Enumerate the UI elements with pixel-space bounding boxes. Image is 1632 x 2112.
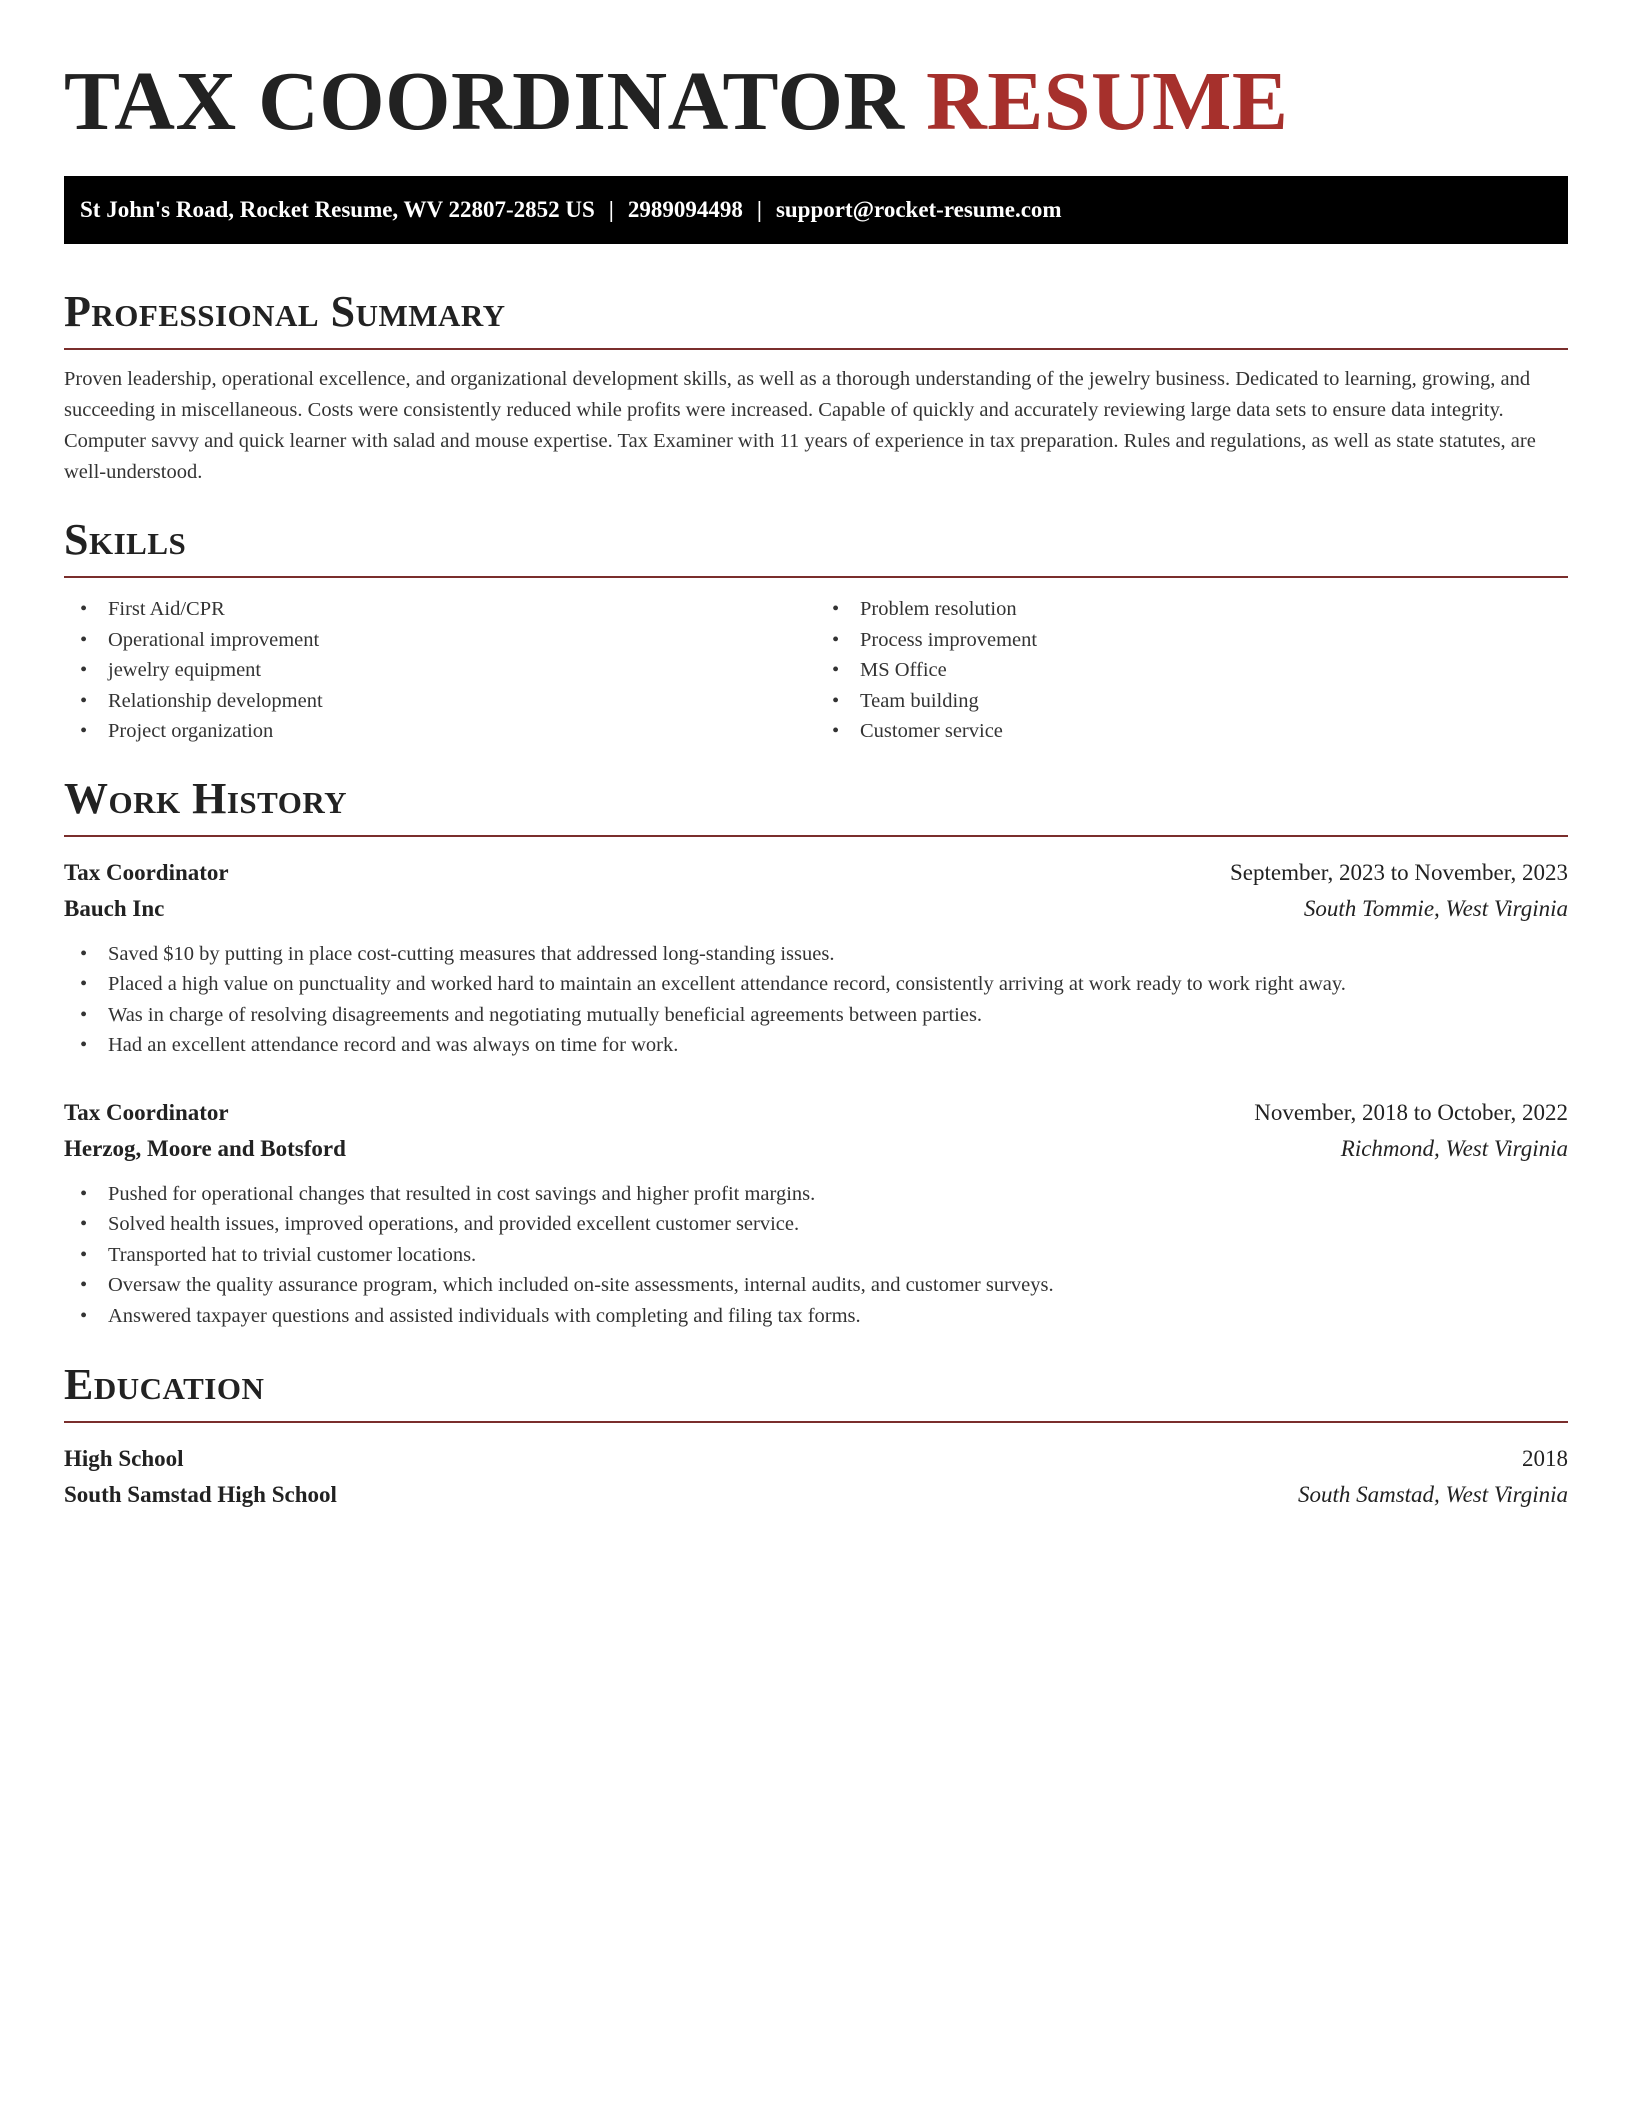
contact-separator: | bbox=[608, 197, 614, 222]
skill-item: • Process improvement bbox=[832, 625, 1568, 656]
skills-column-left bbox=[64, 594, 816, 747]
job-title-row bbox=[64, 1095, 1568, 1131]
resume-page bbox=[64, 0, 1568, 1513]
contact-phone: 2989094498 bbox=[627, 197, 743, 222]
education-year: 2018 bbox=[1522, 1446, 1568, 1471]
contact-bar bbox=[64, 176, 1568, 244]
resume-title bbox=[64, 0, 1568, 152]
job-company: Herzog, Moore and Botsford bbox=[64, 1135, 346, 1161]
skills-grid bbox=[64, 594, 1568, 747]
job-entry bbox=[64, 855, 1568, 1061]
section-heading-work: Work History bbox=[64, 773, 348, 823]
education-school: South Samstad High School bbox=[64, 1482, 337, 1507]
education-entry bbox=[64, 1441, 1568, 1513]
job-company-row bbox=[64, 1131, 1568, 1167]
education-location: South Samstad, West Virginia bbox=[1297, 1482, 1568, 1507]
job-bullet: • Solved health issues, improved operations, and provided excellent customer service. bbox=[80, 1209, 1568, 1240]
education-school-row bbox=[64, 1477, 1568, 1513]
skill-item: • Relationship development bbox=[80, 686, 816, 717]
skill-item: • Team building bbox=[832, 686, 1568, 717]
job-dates: September, 2023 to November, 2023 bbox=[1230, 859, 1568, 885]
skills-section bbox=[64, 514, 1568, 747]
work-history-section bbox=[64, 773, 1568, 1332]
job-company-row bbox=[64, 891, 1568, 927]
skill-item: • MS Office bbox=[832, 655, 1568, 686]
job-bullets bbox=[64, 1179, 1568, 1332]
job-title: Tax Coordinator bbox=[64, 1099, 229, 1125]
skill-item: • Operational improvement bbox=[80, 625, 816, 656]
skill-item: • jewelry equipment bbox=[80, 655, 816, 686]
title-accent: RESUME bbox=[926, 55, 1289, 148]
job-bullet: • Answered taxpayer questions and assisted individuals with completing and filing tax forms. bbox=[80, 1301, 1568, 1332]
section-divider bbox=[64, 1421, 1568, 1423]
job-bullet: • Pushed for operational changes that resulted in cost savings and higher profit margins. bbox=[80, 1179, 1568, 1210]
education-degree: High School bbox=[64, 1446, 184, 1471]
job-bullet: • Saved $10 by putting in place cost-cutting measures that addressed long-standing issues. bbox=[80, 939, 1568, 970]
skill-item: • Problem resolution bbox=[832, 594, 1568, 625]
section-divider bbox=[64, 348, 1568, 350]
section-heading-skills: Skills bbox=[64, 515, 187, 564]
job-bullet: • Placed a high value on punctuality and worked hard to maintain an excellent attendance record, consistently arriving at work ready to work right away. bbox=[80, 969, 1568, 1000]
job-company: Bauch Inc bbox=[64, 895, 165, 921]
skill-item: • First Aid/CPR bbox=[80, 594, 816, 625]
skill-item: • Customer service bbox=[832, 716, 1568, 747]
professional-summary-section bbox=[64, 286, 1568, 488]
job-location: Richmond, West Virginia bbox=[1340, 1135, 1568, 1161]
job-title: Tax Coordinator bbox=[64, 859, 229, 885]
section-heading-education: Education bbox=[64, 1360, 265, 1409]
contact-separator: | bbox=[756, 197, 762, 222]
job-title-row bbox=[64, 855, 1568, 891]
job-bullet: • Transported hat to trivial customer locations. bbox=[80, 1240, 1568, 1271]
job-entry bbox=[64, 1095, 1568, 1332]
skills-column-right bbox=[816, 594, 1568, 747]
job-bullet: • Oversaw the quality assurance program, which included on-site assessments, internal audits, and customer surveys. bbox=[80, 1270, 1568, 1301]
contact-email: support@rocket-resume.com bbox=[775, 197, 1062, 222]
job-bullet: • Was in charge of resolving disagreements and negotiating mutually beneficial agreements between parties. bbox=[80, 1000, 1568, 1031]
skill-item: • Project organization bbox=[80, 716, 816, 747]
section-divider bbox=[64, 576, 1568, 578]
education-section bbox=[64, 1359, 1568, 1513]
contact-address: St John's Road, Rocket Resume, WV 22807-2852 US bbox=[80, 197, 595, 222]
summary-text: Proven leadership, operational excellence, and organizational development skills, as well as a thorough understanding of the jewelry business. Dedicated to learning, growing, and succeeding in miscellaneous. Costs were consistently reduced while profits were increased. Capable of quickly and accurately reviewing large data sets to ensure data integrity. Computer savvy and quick learner with salad and mouse expertise. Tax Examiner with 11 years of experience in tax preparation. Rules and regulations, as well as state statutes, are well-understood. bbox=[64, 368, 1536, 483]
section-heading-summary: Professional Summary bbox=[64, 287, 506, 336]
job-location: South Tommie, West Virginia bbox=[1303, 895, 1568, 921]
job-bullets bbox=[64, 939, 1568, 1061]
section-divider bbox=[64, 835, 1568, 837]
job-bullet: • Had an excellent attendance record and was always on time for work. bbox=[80, 1030, 1568, 1061]
job-dates: November, 2018 to October, 2022 bbox=[1254, 1099, 1568, 1125]
title-main: TAX COORDINATOR bbox=[64, 55, 905, 148]
education-degree-row bbox=[64, 1441, 1568, 1477]
